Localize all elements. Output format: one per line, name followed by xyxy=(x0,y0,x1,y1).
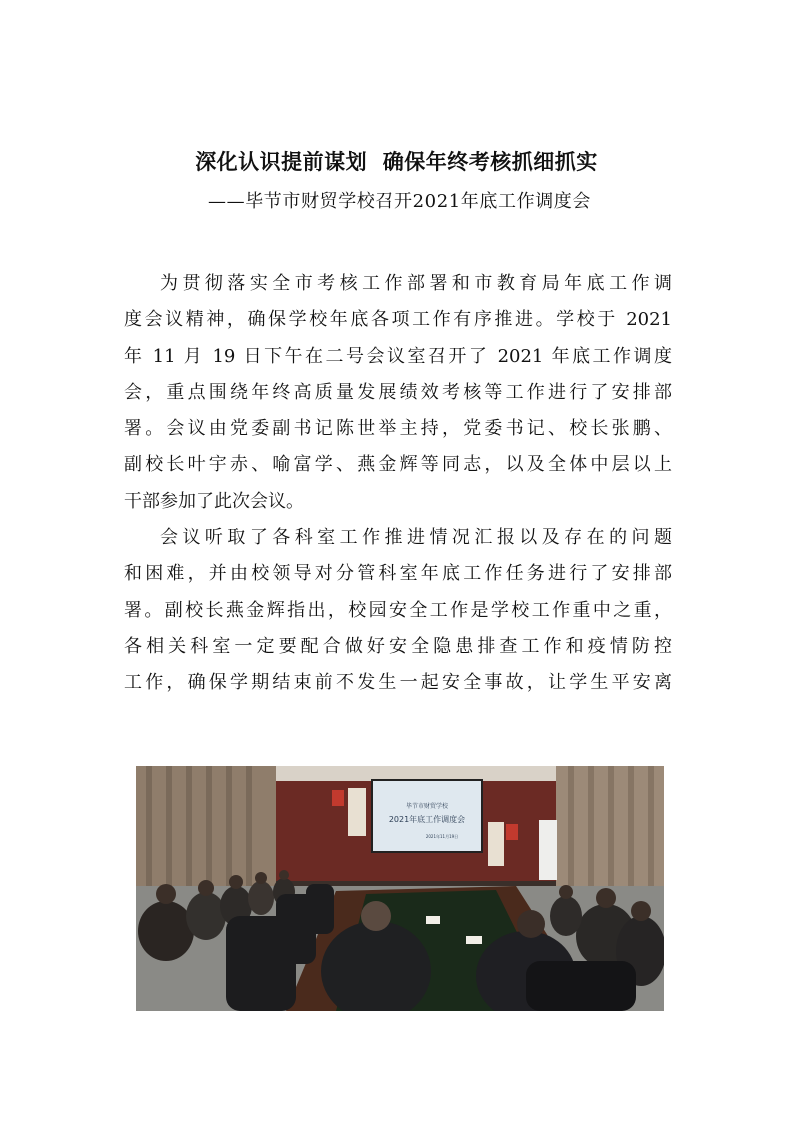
paragraph-line: 和困难，并由校领导对分管科室年底工作任务进行了安排部 xyxy=(124,563,672,585)
paragraph-line: 年 11 月 19 日下午在二号会议室召开了 2021 年底工作调度 xyxy=(124,345,672,367)
foreground-chair xyxy=(526,961,636,1011)
paragraph-1 xyxy=(124,266,672,520)
party-emblem-left xyxy=(332,790,344,806)
paper xyxy=(426,916,440,924)
article-body xyxy=(124,266,672,702)
paragraph-line: 署。副校长燕金辉指出，校园安全工作是学校工作重中之重， xyxy=(124,599,672,621)
paragraph-line: 各相关科室一定要配合做好安全隐患排查工作和疫情防控 xyxy=(124,635,672,657)
screen-meeting-title: 2021年底工作调度会 xyxy=(388,815,466,824)
paragraph-line: 干部参加了此次会议。 xyxy=(124,490,304,512)
meeting-photo xyxy=(136,766,664,1011)
wall-scroll-left xyxy=(348,788,366,836)
paragraph-line: 为贯彻落实全市考核工作部署和市教育局年底工作调 xyxy=(160,273,672,294)
paragraph-line: 工作，确保学期结束前不发生一起安全事故，让学生平安离 xyxy=(124,672,672,694)
wall-scroll-right xyxy=(488,822,504,866)
paragraph-line: 会议听取了各科室工作推进情况汇报以及存在的问题 xyxy=(160,527,672,549)
screen-date: 2021年11月19日 xyxy=(425,834,459,839)
article-title: 深化认识提前谋划 确保年终考核抓细抓实 xyxy=(195,150,598,174)
party-emblem-right xyxy=(506,824,518,840)
paragraph-line: 副校长叶宇赤、喻富学、燕金辉等同志，以及全体中层以上 xyxy=(124,454,672,476)
paragraph-line: 度会议精神，确保学校年底各项工作有序推进。学校于 2021 xyxy=(124,309,672,331)
paper xyxy=(466,936,482,944)
paragraph-line: 会，重点围绕年终高质量发展绩效考核等工作进行了安排部 xyxy=(124,381,672,403)
screen-school-name: 毕节市财贸学校 xyxy=(405,803,449,810)
article-subtitle: ——毕节市财贸学校召开2021年底工作调度会 xyxy=(208,191,592,212)
paragraph-2 xyxy=(124,520,672,701)
paragraph-line: 署。会议由党委副书记陈世举主持，党委书记、校长张鹏、 xyxy=(124,418,672,440)
air-conditioner xyxy=(539,820,557,880)
